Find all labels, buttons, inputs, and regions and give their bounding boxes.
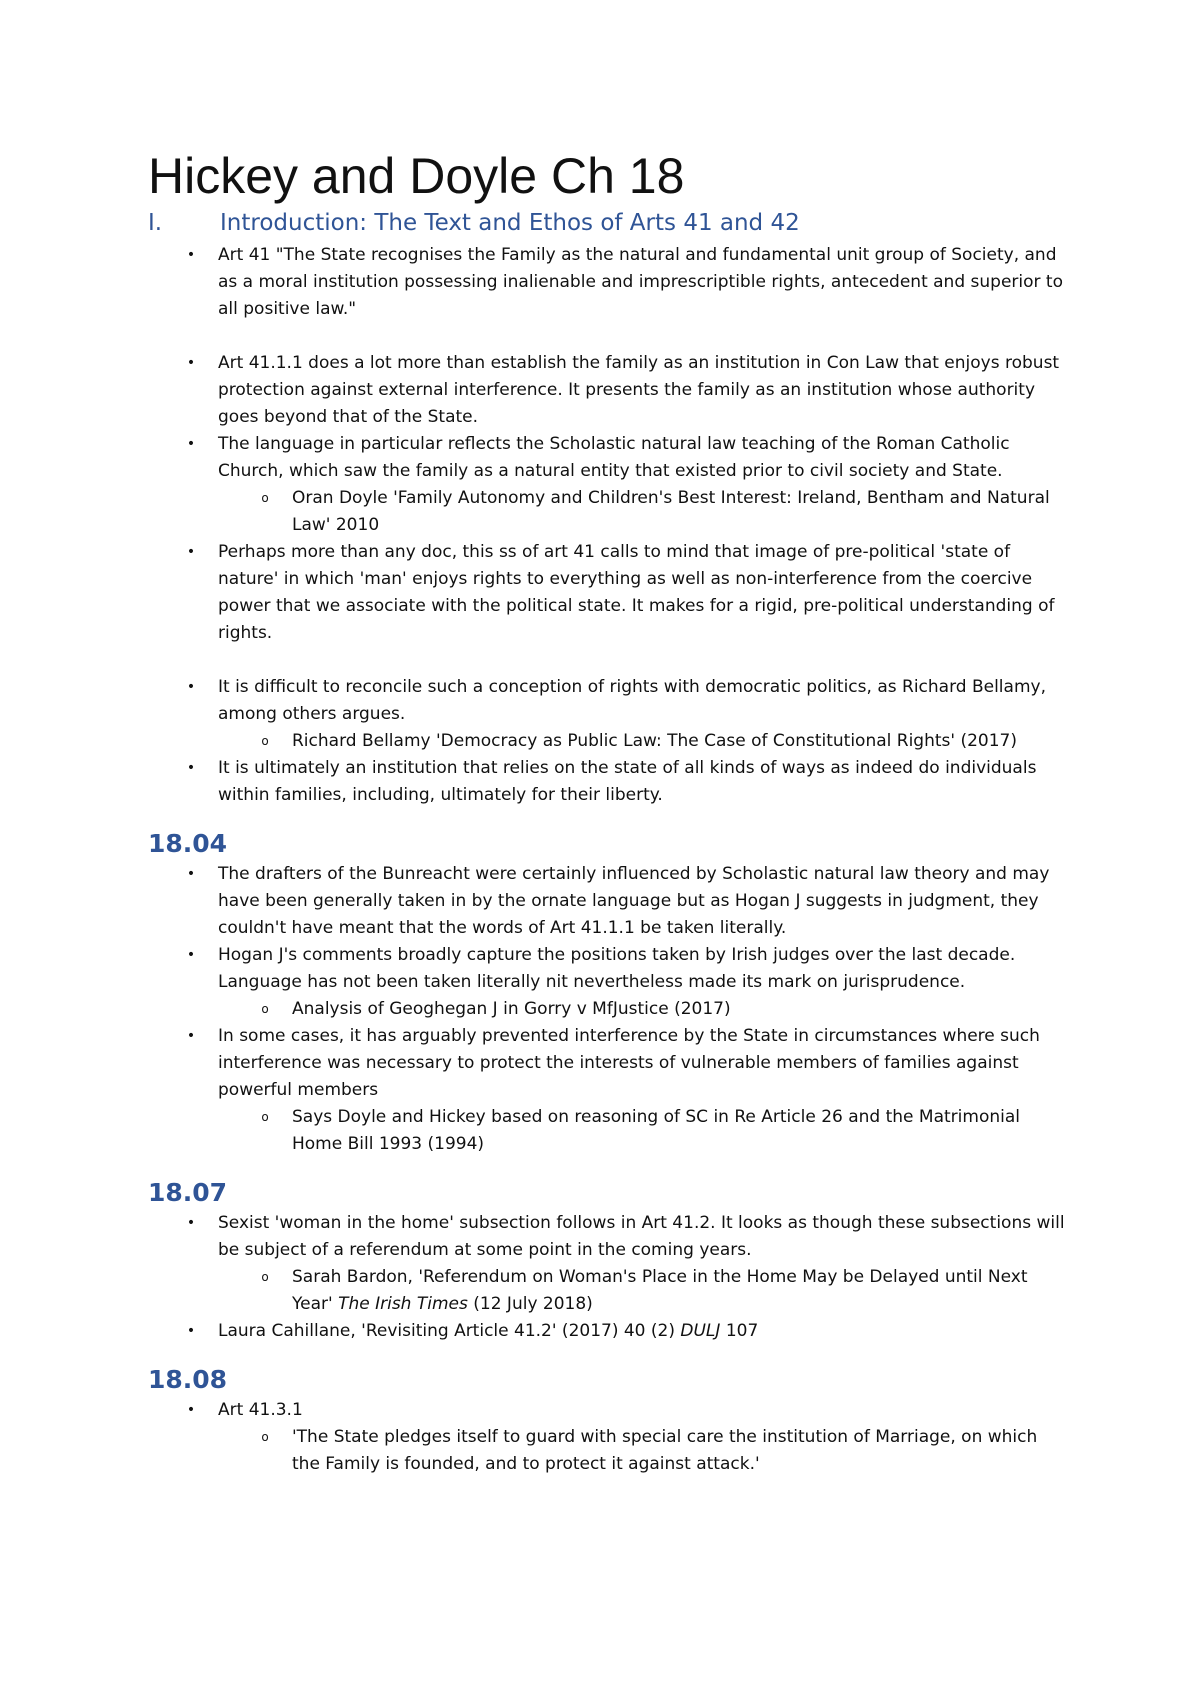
journal-title: DULJ (680, 1321, 721, 1341)
section-heading: 18.07 (148, 1178, 228, 1207)
sub-bullet-item (148, 1424, 1068, 1478)
bullet-text: It is ultimately an institution that relies on the state of all kinds of ways as indeed do individuals within families, including, ultimately for their liberty. (218, 758, 1037, 805)
roman-numeral: I. (148, 210, 163, 236)
bullet-text: Art 41.3.1 (218, 1400, 303, 1420)
bullet-item (148, 1210, 1068, 1264)
sub-bullet-item (148, 996, 1068, 1023)
citation-date: (12 July 2018) (467, 1294, 593, 1314)
bullet-item (148, 431, 1068, 485)
citation-page: 107 (720, 1321, 759, 1341)
section-18-08 (148, 1363, 1068, 1478)
bullet-icon: • (186, 1402, 196, 1418)
bullet-item (148, 350, 1068, 431)
bullet-text: In some cases, it has arguably prevented interference by the State in circumstances where such interference was necessary to protect the interests of vulnerable members of families against powerful members (218, 1026, 1040, 1100)
circle-bullet-icon: o (261, 1110, 269, 1124)
circle-bullet-icon: o (261, 734, 269, 748)
document-body (148, 146, 1068, 1478)
bullet-item (148, 674, 1068, 728)
sub-bullet-item (148, 1264, 1068, 1318)
bullet-item (148, 539, 1068, 647)
section-heading-introduction (148, 206, 1068, 240)
section-18-07 (148, 1176, 1068, 1345)
bullet-icon: • (186, 1028, 196, 1044)
bullet-icon: • (186, 866, 196, 882)
bullet-icon: • (186, 679, 196, 695)
circle-bullet-icon: o (261, 1270, 269, 1284)
section-heading-text: Introduction: The Text and Ethos of Arts 41 and 42 (220, 210, 800, 236)
bullet-icon: • (186, 247, 196, 263)
sub-bullet-text: Says Doyle and Hickey based on reasoning of SC in Re Article 26 and the Matrimonial Home Bill 1993 (1994) (292, 1107, 1020, 1154)
sub-bullet-item (148, 485, 1068, 539)
citation-text: Laura Cahillane, 'Revisiting Article 41.2' (2017) 40 (2) (218, 1321, 681, 1341)
document-title: Hickey and Doyle Ch 18 (148, 148, 685, 204)
bullet-item (148, 1023, 1068, 1104)
bullet-item (148, 1318, 1068, 1345)
circle-bullet-icon: o (261, 1002, 269, 1016)
bullet-text: It is difficult to reconcile such a conception of rights with democratic politics, as Richard Bellamy, among others argues. (218, 677, 1046, 724)
bullet-text: Art 41 "The State recognises the Family as the natural and fundamental unit group of Society, and as a moral institution possessing inalienable and imprescriptible rights, antecedent and superior to all positive law." (218, 245, 1063, 319)
bullet-icon: • (186, 544, 196, 560)
sub-bullet-text: Analysis of Geoghegan J in Gorry v MfJustice (2017) (292, 999, 731, 1019)
bullet-text: The drafters of the Bunreacht were certainly influenced by Scholastic natural law theory and may have been generally taken in by the ornate language but as Hogan J suggests in judgment, they couldn't have meant that the words of Art 41.1.1 be taken literally. (218, 864, 1050, 938)
circle-bullet-icon: o (261, 1430, 269, 1444)
section-heading: 18.08 (148, 1365, 228, 1394)
bullet-icon: • (186, 355, 196, 371)
bullet-item (148, 755, 1068, 809)
bullet-icon: • (186, 1215, 196, 1231)
bullet-text: Perhaps more than any doc, this ss of art 41 calls to mind that image of pre-political 'state of nature' in which 'man' enjoys rights to everything as well as non-interference from the coercive power that we associate with the political state. It makes for a rigid, pre-political understanding of rights. (218, 542, 1055, 643)
bullet-text: Art 41.1.1 does a lot more than establish the family as an institution in Con Law that enjoys robust protection against external interference. It presents the family as an institution whose authority goes beyond that of the State. (218, 353, 1060, 427)
bullet-item (148, 861, 1068, 942)
bullet-icon: • (186, 436, 196, 452)
sub-bullet-text: 'The State pledges itself to guard with special care the institution of Marriage, on which the Family is founded, and to protect it against attack.' (292, 1427, 1038, 1474)
sub-bullet-text: Richard Bellamy 'Democracy as Public Law: The Case of Constitutional Rights' (2017) (292, 731, 1017, 751)
sub-bullet-item (148, 1104, 1068, 1158)
bullet-text: Sexist 'woman in the home' subsection follows in Art 41.2. It looks as though these subsections will be subject of a referendum at some point in the coming years. (218, 1213, 1065, 1260)
bullet-item (148, 242, 1068, 323)
circle-bullet-icon: o (261, 491, 269, 505)
sub-bullet-text: Oran Doyle 'Family Autonomy and Children's Best Interest: Ireland, Bentham and Natural Law' 2010 (292, 488, 1050, 535)
citation-text: Sarah Bardon, 'Referendum on Woman's Place in the Home May be Delayed until Next Year' (292, 1267, 1028, 1314)
bullet-icon: • (186, 947, 196, 963)
bullet-icon: • (186, 1323, 196, 1339)
bullet-item (148, 1397, 1068, 1424)
bullet-item (148, 942, 1068, 996)
sub-bullet-item (148, 728, 1068, 755)
bullet-text: Hogan J's comments broadly capture the positions taken by Irish judges over the last decade. Language has not been taken literally nit nevertheless made its mark on jurisprudence. (218, 945, 1016, 992)
bullet-icon: • (186, 760, 196, 776)
publication-title: The Irish Times (338, 1294, 468, 1314)
section-18-04 (148, 827, 1068, 1158)
section-heading: 18.04 (148, 829, 228, 858)
bullet-text: The language in particular reflects the Scholastic natural law teaching of the Roman Catholic Church, which saw the family as a natural entity that existed prior to civil society and State. (218, 434, 1010, 481)
